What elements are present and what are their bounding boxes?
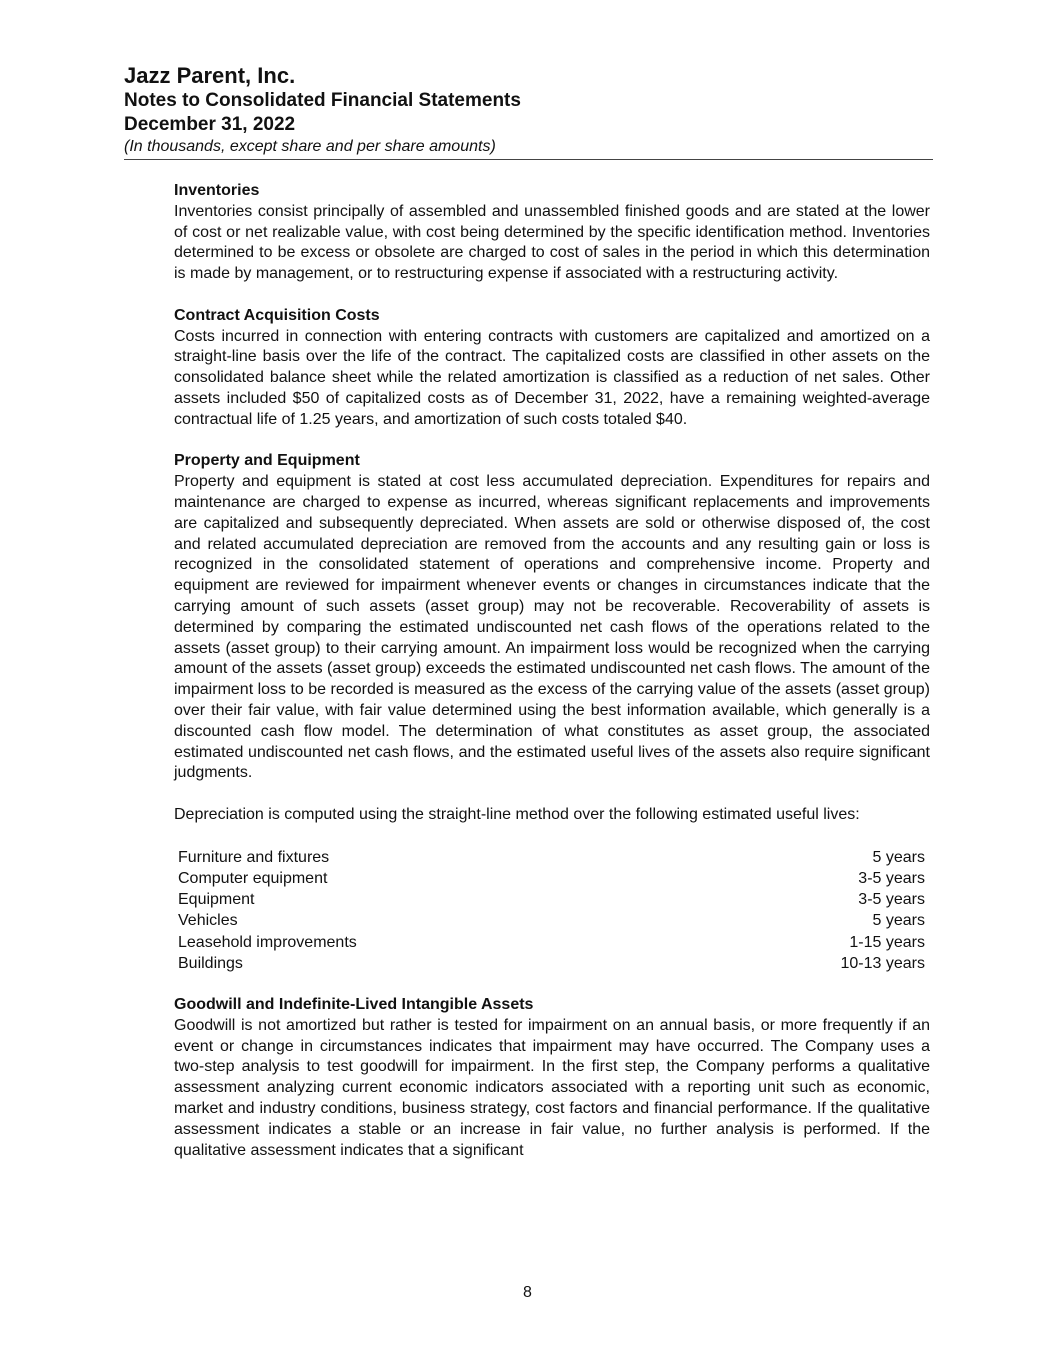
section-inventories <box>174 181 930 285</box>
paragraph: Costs incurred in connection with entering contracts with customers are capitalized and amortized on a straight-line basis over the life of the contract. The capitalized costs are classified in other assets on the consolidated balance sheet while the related amortization is classified as a reduction of net sales. Other assets included $50 of capitalized costs as of December 31, 2022, have a remaining weighted-average contractual life of 1.25 years, and amortization of such costs totaled $40. <box>174 327 930 428</box>
table-row <box>178 953 925 974</box>
document-body <box>174 181 930 1182</box>
section-heading: Contract Acquisition Costs <box>174 306 380 324</box>
table-row <box>178 889 925 910</box>
asset-name: Computer equipment <box>178 869 328 887</box>
section-heading: Inventories <box>174 182 260 199</box>
table-row <box>178 868 925 889</box>
table-row <box>178 932 925 953</box>
table-row <box>178 910 925 931</box>
company-name: Jazz Parent, Inc. <box>124 63 296 88</box>
section-heading: Property and Equipment <box>174 452 360 470</box>
units-note: (In thousands, except share and per share amounts) <box>124 138 496 155</box>
asset-name: Vehicles <box>178 912 238 930</box>
section-heading: Goodwill and Indefinite-Lived Intangible Assets <box>174 996 534 1014</box>
asset-name: Leasehold improvements <box>178 933 357 951</box>
document-date: December 31, 2022 <box>124 114 296 135</box>
useful-life: 1-15 years <box>849 933 925 951</box>
document-title: Notes to Consolidated Financial Statements <box>124 90 521 111</box>
section-property-equipment <box>174 451 930 974</box>
page-header <box>124 62 933 160</box>
asset-name: Buildings <box>178 954 243 972</box>
page-number: 8 <box>523 1284 532 1301</box>
useful-lives-table <box>178 847 925 975</box>
useful-life: 5 years <box>872 848 925 866</box>
useful-life: 3-5 years <box>858 869 925 887</box>
paragraph: Inventories consist principally of assembled and unassembled finished goods and are stated at the lower of cost or net realizable value, with cost being determined by the specific identification method. Inventories determined to be excess or obsolete are charged to cost of sales in the period in which this determination is made by management, or to restructuring expense if associated with a restructuring activity. <box>174 202 930 283</box>
asset-name: Furniture and fixtures <box>178 848 330 866</box>
asset-name: Equipment <box>178 891 255 909</box>
table-row <box>178 847 925 868</box>
paragraph: Depreciation is computed using the straight-line method over the following estimated useful lives: <box>174 805 860 823</box>
paragraph: Property and equipment is stated at cost less accumulated depreciation. Expenditures for repairs and maintenance are charged to expense as incurred, whereas significant replacements and improvements are capitalized and subsequently depreciated. When assets are sold or otherwise disposed of, the cost and related accumulated depreciation are removed from the accounts and any resulting gain or loss is recognized in the consolidated statement of operations and comprehensive income. Property and equipment are reviewed for impairment whenever events or changes in circumstances indicate that the carrying amount of such assets (asset group) may not be recoverable. Recoverability of assets is determined by comparing the estimated undiscounted net cash flows of the operations related to the assets (asset group) to their carrying amount. An impairment loss would be recognized when the carrying amount of the assets (asset group) exceeds the estimated undiscounted net cash flows. The amount of the impairment loss to be recorded is measured as the excess of the carrying value of the assets (asset group) over their fair value, with fair value determined using the best information available, which generally is a discounted cash flow model. The determination of what constitutes as asset group, the associated estimated undiscounted net cash flows, and the estimated useful lives of the assets also require significant judgments. <box>174 473 930 782</box>
section-contract-acquisition-costs <box>174 306 930 431</box>
section-goodwill <box>174 995 930 1161</box>
useful-life: 10-13 years <box>840 954 925 972</box>
useful-life: 3-5 years <box>858 891 925 909</box>
paragraph: Goodwill is not amortized but rather is tested for impairment on an annual basis, or more frequently if an event or change in circumstances indicates that impairment may have occurred. The Company uses a two-step analysis to test goodwill for impairment. In the first step, the Company performs a qualitative assessment analyzing current economic indicators associated with a reporting unit such as economic, market and industry conditions, business strategy, cost factors and financial performance. If the qualitative assessment indicates a stable or an increase in fair value, no further analysis is performed. If the qualitative assessment indicates that a significant <box>174 1016 930 1159</box>
useful-life: 5 years <box>872 912 925 930</box>
